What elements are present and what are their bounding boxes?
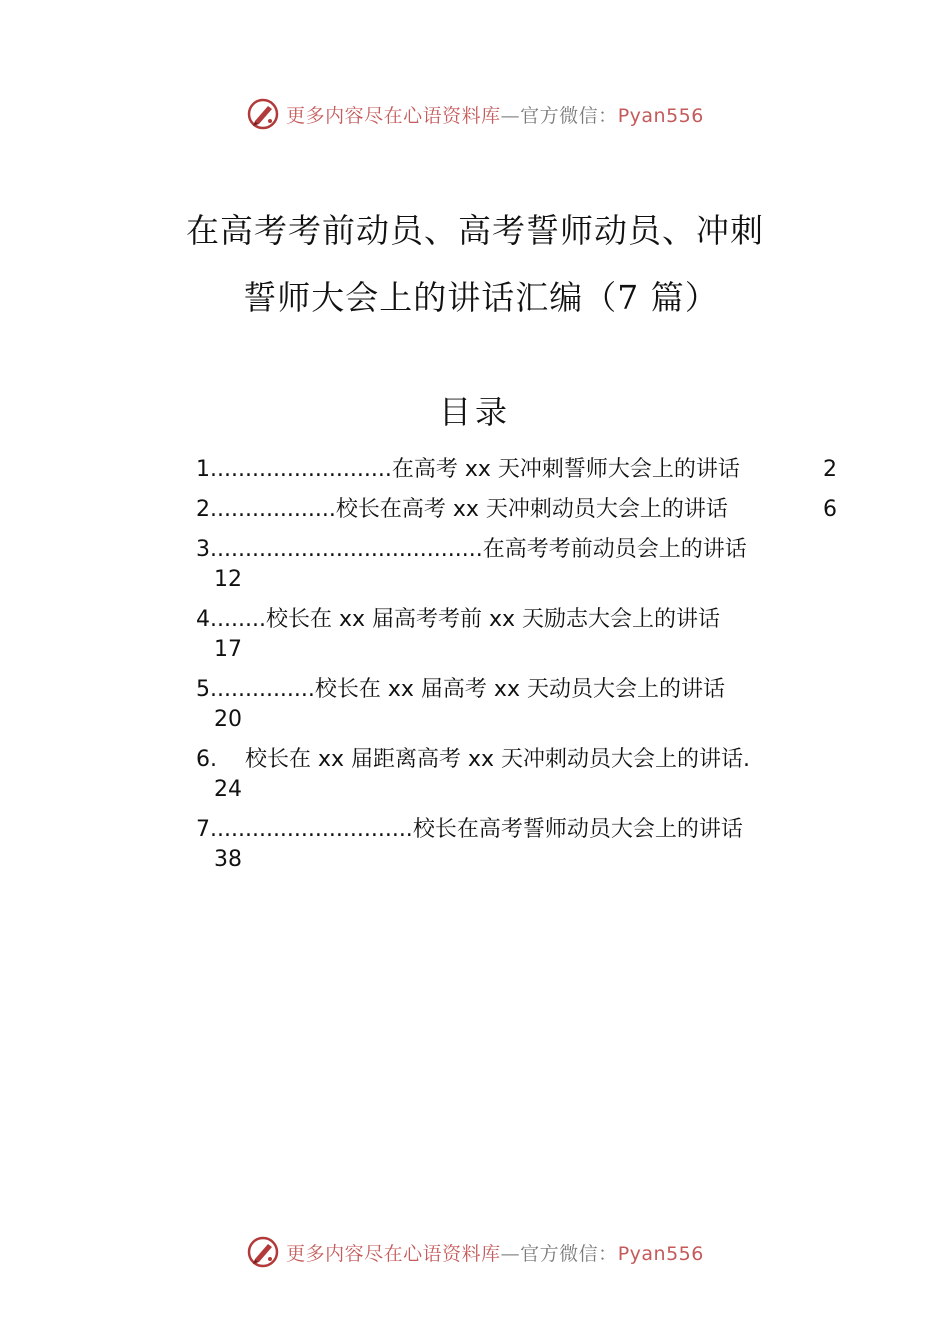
toc-entry-5[interactable]: [196, 675, 846, 732]
header-banner: [0, 94, 950, 134]
toc-entry-number: 3: [196, 537, 210, 562]
toc-entry-number: 5: [196, 677, 210, 702]
toc-entry-title: 校长在 xx 届高考 xx 天动员大会上的讲话: [314, 677, 725, 702]
toc-entry-7[interactable]: [196, 815, 846, 872]
footer-banner: [0, 1232, 950, 1272]
toc-entry-page: 17: [214, 637, 242, 662]
pen-logo-icon: [246, 1235, 280, 1269]
toc-entry-page: 6: [823, 497, 837, 522]
toc-entry-title: 校长在高考 xx 天冲刺动员大会上的讲话: [335, 497, 728, 522]
toc-entry-leader: .............................: [210, 817, 413, 842]
toc-entry-leader: .......................................: [210, 537, 483, 562]
toc-entry-number: 2: [196, 497, 210, 522]
toc-entry-3[interactable]: [196, 535, 846, 592]
banner-site-name: 更多内容尽在心语资料库: [286, 104, 501, 127]
toc-entry-1[interactable]: [196, 455, 846, 485]
toc-entry-2[interactable]: [196, 495, 846, 525]
toc-entry-page: 12: [214, 567, 242, 592]
toc-entry-leader: ..................: [210, 497, 336, 522]
toc-entry-title: 在高考 xx 天冲刺誓师大会上的讲话: [391, 457, 740, 482]
toc-entry-title: 校长在 xx 届距离高考 xx 天冲刺动员大会上的讲话.: [244, 747, 751, 772]
toc-entry-leader: ........: [210, 607, 266, 632]
toc-entry-title: 在高考考前动员会上的讲话: [482, 537, 747, 562]
banner-text: [286, 101, 704, 128]
banner-wechat-id: Pyan556: [617, 104, 704, 127]
toc-entry-leader: [217, 747, 245, 772]
toc-heading: 目录: [438, 393, 511, 431]
banner-separator: —: [500, 1242, 521, 1265]
toc-entry-title: 校长在 xx 届高考考前 xx 天励志大会上的讲话: [265, 607, 721, 632]
banner-wechat-label: 官方微信：: [520, 104, 618, 127]
toc-entry-number: 7: [196, 817, 210, 842]
toc-entry-leader: ..........................: [210, 457, 392, 482]
banner-text: [286, 1239, 704, 1266]
banner-site-name: 更多内容尽在心语资料库: [286, 1242, 501, 1265]
toc-entry-6[interactable]: [196, 745, 846, 802]
toc-entry-number: 1: [196, 457, 210, 482]
banner-wechat-label: 官方微信：: [520, 1242, 618, 1265]
toc-entry-title: 校长在高考誓师动员大会上的讲话: [412, 817, 743, 842]
toc-entry-page: 2: [823, 457, 837, 482]
banner-separator: —: [500, 104, 521, 127]
toc-entry-page: 20: [214, 707, 242, 732]
toc-entry-leader: ...............: [210, 677, 315, 702]
toc-entry-number: 6.: [196, 747, 217, 772]
document-title-line-2: 誓师大会上的讲话汇编（7 篇）: [243, 278, 719, 317]
pen-logo-icon: [246, 97, 280, 131]
banner-wechat-id: Pyan556: [617, 1242, 704, 1265]
document-title-line-1: 在高考考前动员、高考誓师动员、冲刺: [186, 211, 764, 250]
toc-entry-number: 4: [196, 607, 210, 632]
toc-entry-page: 38: [214, 847, 242, 872]
toc-entry-4[interactable]: [196, 605, 846, 662]
toc-entry-page: 24: [214, 777, 242, 802]
